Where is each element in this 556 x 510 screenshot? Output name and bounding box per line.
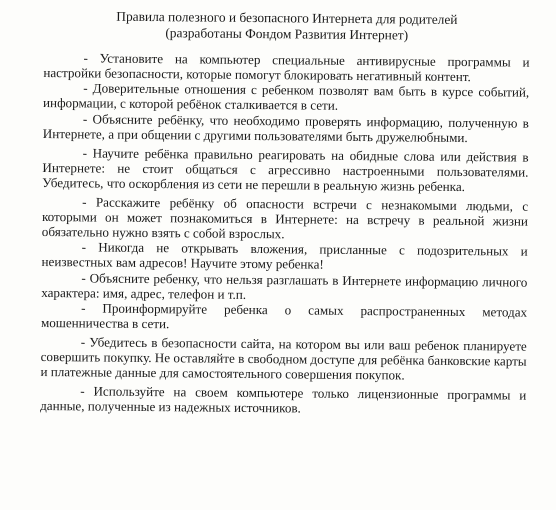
rule-item: - Установите на компьютер специальные антивирусные программы и настройки безопасности, которые помогут блокировать негативный контент. bbox=[43, 50, 530, 85]
document-sheet bbox=[40, 8, 530, 418]
rule-item: - Объясните ребенку, что нельзя разглашать в Интернете информацию личного характера: имя, адрес, телефон и т.п. bbox=[41, 269, 528, 302]
title-line-1: Правила полезного и безопасного Интернета для родителей bbox=[116, 8, 458, 27]
rule-item: - Используйте на своем компьютере только лицензионные программы и данные, полученные из надежных источников. bbox=[40, 383, 527, 416]
rule-item: - Доверительные отношения с ребенком позволят вам быть в курсе событий, информации, с которой ребёнок сталкивается в сети. bbox=[43, 80, 530, 114]
rule-item: - Проинформируйте ребенка о самых распространенных методах мошенничества в сети. bbox=[40, 300, 528, 332]
rule-item: - Научите ребёнка правильно реагировать на обидные слова или действия в Интернете: не стоит общаться с агрессивно настроенными пользователями. Убедитесь, что оскорбления из сети не перешли в реальную жизнь ребенка. bbox=[42, 145, 529, 194]
rule-item: - Расскажите ребёнку об опасности встречи с незнакомыми людьми, с которыми он может познакомиться в Интернете: на встречу в реальной жизни обязательно нужно взять с собой взрослых. bbox=[41, 194, 529, 242]
rules-list bbox=[40, 50, 529, 418]
rule-item: - Никогда не открывать вложения, присланные с подозрительных и неизвестных вам адресов! Научите этому ребенка! bbox=[41, 239, 528, 272]
title-line-2: (разработаны Фондом Развития Интернет) bbox=[165, 25, 409, 43]
rule-item: - Убедитесь в безопасности сайта, на котором вы или ваш ребенок планируете совершить покупку. Не оставляйте в свободном доступе для ребёнка банковские карты и платежные данные для самостоятельного совершения покупок. bbox=[40, 334, 527, 383]
rule-item: - Объясните ребёнку, что необходимо проверять информацию, полученную в Интернете, а при общении с другими пользователями быть дружелюбными. bbox=[42, 111, 529, 145]
document-title bbox=[44, 8, 530, 45]
